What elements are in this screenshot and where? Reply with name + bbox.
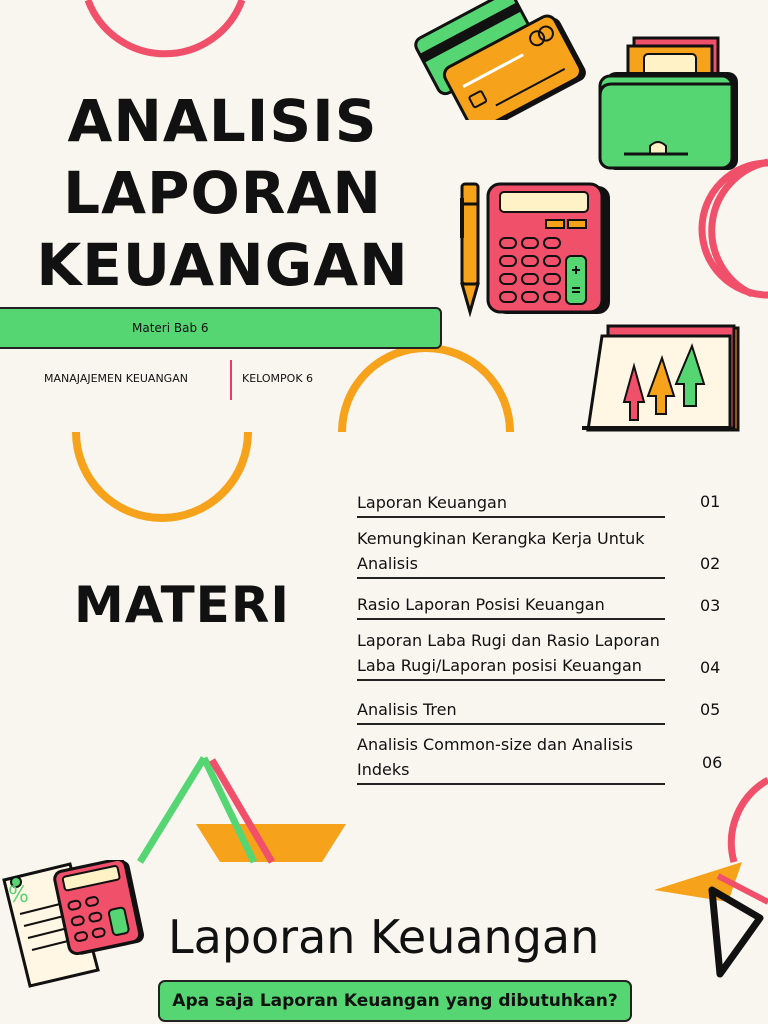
toc-item-4[interactable]: Laporan Laba Rugi dan Rasio Laporan Laba Rugi/Laporan posisi Keuangan [357,628,665,681]
course-label: MANAJAJEMEN KEUANGAN [44,372,188,385]
cover-title-line: LAPORAN [63,159,382,227]
group-label: KELOMPOK 6 [242,372,314,385]
toc-heading: MATERI [74,576,290,634]
cover-title-line: KEUANGAN [36,231,409,299]
cover-title-line: ANALISIS [67,87,378,155]
toc-item-2[interactable]: Kemungkinan Kerangka Kerja Untuk Analisis [357,526,665,579]
section-title: Laporan Keuangan [168,910,600,964]
toc-number-5: 05 [700,700,721,719]
toc-item-3[interactable]: Rasio Laporan Posisi Keuangan [357,592,665,620]
toc-number-1: 01 [700,492,721,511]
growth-chart-icon [580,322,742,434]
cover-title [0,85,445,301]
toc-number-2: 02 [700,554,721,573]
section-question-banner: Apa saja Laporan Keuangan yang dibutuhkan? [158,980,632,1022]
divider [230,360,232,400]
toc-number-4: 04 [700,658,721,677]
svg-text:%: % [8,883,29,908]
pencil-icon [456,180,484,320]
chapter-banner [0,307,442,349]
document-calculator-icon [0,860,150,990]
calculator-icon [486,182,612,316]
chapter-label: Materi Bab 6 [132,321,209,335]
toc-number-3: 03 [700,596,721,615]
toc-item-6[interactable]: Analisis Common-size dan Analisis Indeks [357,732,665,785]
toc-item-5[interactable]: Analisis Tren [357,697,665,725]
toc-item-1[interactable]: Laporan Keuangan [357,490,665,518]
toc-number-6: 06 [702,753,723,772]
wallet-icon [598,36,742,172]
